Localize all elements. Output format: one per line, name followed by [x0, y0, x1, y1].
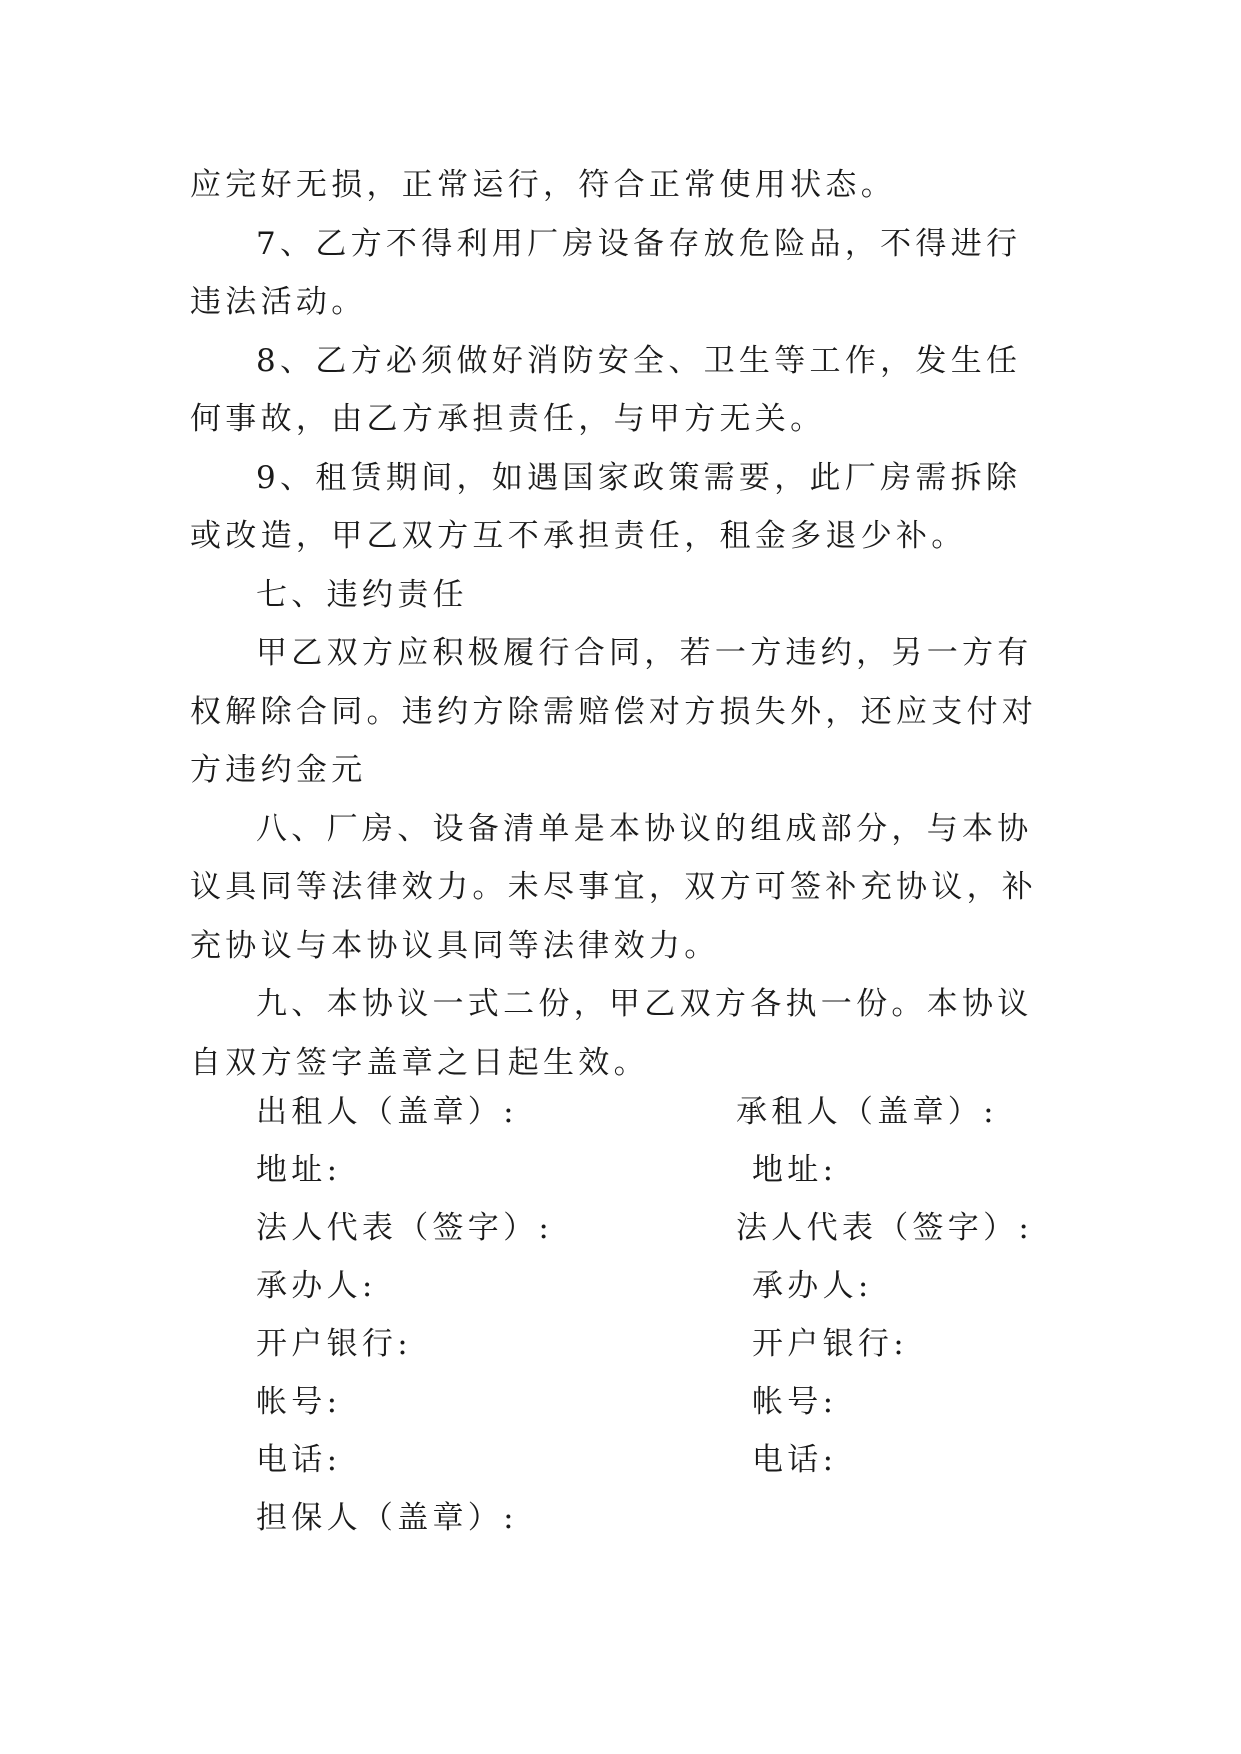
paragraph-clause-8: 8、乙方必须做好消防安全、卫生等工作，发生任何事故，由乙方承担责任，与甲方无关。 — [190, 342, 1022, 437]
paragraph-clause-9: 9、租赁期间，如遇国家政策需要，此厂房需拆除或改造，甲乙双方互不承担责任，租金多退少补。 — [190, 459, 1022, 554]
contract-body — [190, 156, 1050, 1092]
lessor-account-label: 帐号: — [256, 1384, 342, 1420]
section-heading-breach: 七、违约责任 — [256, 576, 468, 613]
lessor-handler-label: 承办人: — [256, 1268, 377, 1304]
lessor-bank-label: 开户银行: — [256, 1326, 412, 1362]
lessee-address-label: 地址: — [752, 1152, 838, 1188]
lessor-seal-label: 出租人（盖章）: — [256, 1094, 518, 1130]
lessee-bank-label: 开户银行: — [752, 1326, 908, 1362]
lessor-legal-rep-label: 法人代表（签字）: — [256, 1210, 554, 1246]
paragraph-breach-liability: 甲乙双方应积极履行合同，若一方违约，另一方有权解除合同。违约方除需赔偿对方损失外，还应支付对方违约金元 — [190, 635, 1038, 788]
paragraph-section-8: 八、厂房、设备清单是本协议的组成部分，与本协议具同等法律效力。未尽事宜，双方可签补充协议，补充协议与本协议具同等法律效力。 — [190, 810, 1038, 964]
lessee-handler-label: 承办人: — [752, 1268, 873, 1304]
paragraph-equipment-condition: 应完好无损，正常运行，符合正常使用状态。 — [190, 167, 896, 203]
lessor-phone-label: 电话: — [256, 1442, 342, 1478]
guarantor-seal-label: 担保人（盖章）: — [256, 1500, 518, 1536]
lessee-phone-label: 电话: — [752, 1442, 838, 1478]
lessee-seal-label: 承租人（盖章）: — [736, 1094, 998, 1130]
lessee-legal-rep-label: 法人代表（签字）: — [736, 1210, 1034, 1246]
lessor-address-label: 地址: — [256, 1152, 342, 1188]
paragraph-section-9: 九、本协议一式二份，甲乙双方各执一份。本协议自双方签字盖章之日起生效。 — [190, 986, 1033, 1081]
paragraph-clause-7: 7、乙方不得利用厂房设备存放危险品，不得进行违法活动。 — [190, 225, 1022, 320]
lessee-account-label: 帐号: — [752, 1384, 838, 1420]
